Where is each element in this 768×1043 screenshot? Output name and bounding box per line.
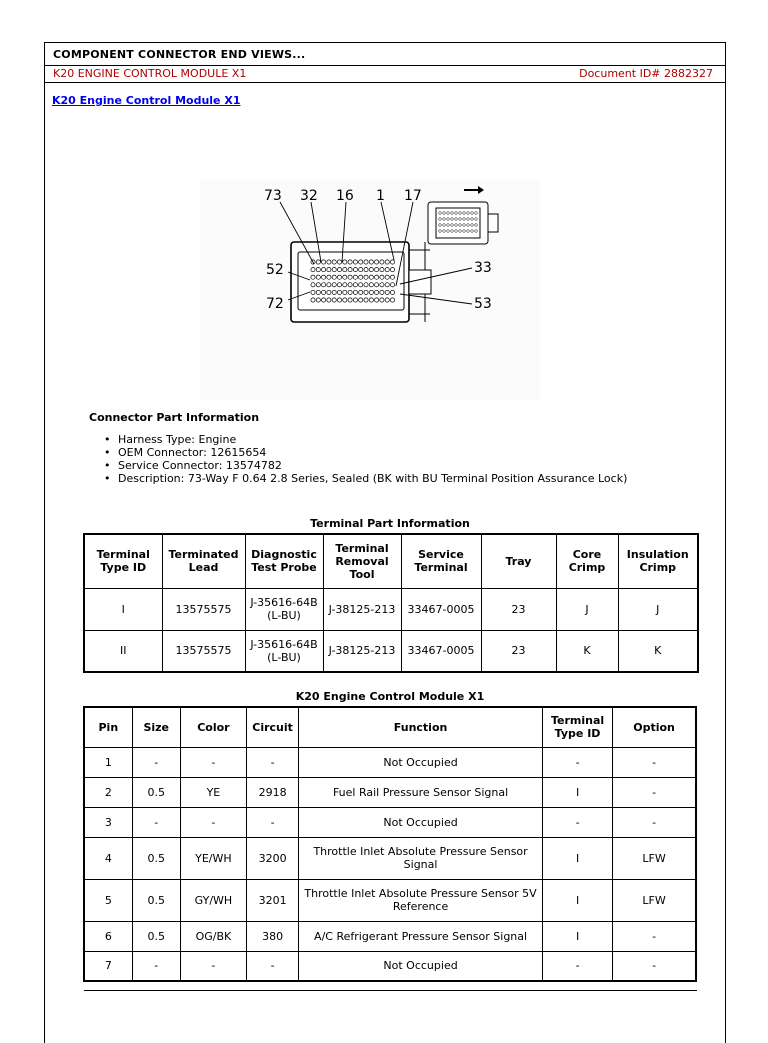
list-item: • OEM Connector: 12615654 (104, 446, 627, 459)
table-cell: - (247, 747, 299, 777)
column-header: Insulation Crimp (618, 534, 698, 588)
callout-label: 53 (474, 296, 492, 312)
connector-pin (322, 290, 326, 294)
table-row (84, 837, 696, 879)
table-cell: - (542, 951, 612, 981)
table-row (84, 951, 696, 981)
table-cell: - (247, 807, 299, 837)
column-header: Service Terminal (401, 534, 481, 588)
connector-pin (353, 283, 357, 287)
table-row (84, 807, 696, 837)
connector-pin (337, 298, 341, 302)
connector-pin (364, 298, 368, 302)
connector-pin (353, 268, 357, 272)
table-cell: - (132, 951, 180, 981)
connector-pin (332, 290, 336, 294)
table-cell: YE/WH (180, 837, 246, 879)
callout-label: 72 (266, 296, 284, 312)
table-cell: 0.5 (132, 837, 180, 879)
connector-pin (353, 275, 357, 279)
connector-pin (369, 298, 373, 302)
callout-label: 17 (404, 188, 422, 204)
connector-pin (369, 268, 373, 272)
list-item: • Description: 73-Way F 0.64 2.8 Series, Sealed (BK with BU Terminal Position Assurance Lock) (104, 472, 627, 485)
connector-pin (343, 298, 347, 302)
connector-pin (359, 290, 363, 294)
connector-pin (385, 290, 389, 294)
table-cell: I (542, 921, 612, 951)
connector-pin (359, 283, 363, 287)
connector-diagram (200, 180, 540, 400)
table-cell: K (556, 630, 618, 672)
table-row (84, 921, 696, 951)
table-cell: 7 (84, 951, 132, 981)
connector-pin (332, 268, 336, 272)
table-cell: 13575575 (162, 630, 245, 672)
table-cell: J (618, 588, 698, 630)
table-row (84, 588, 698, 630)
table-cell: 33467-0005 (401, 630, 481, 672)
callout-label: 1 (376, 188, 385, 204)
connector-pin (390, 268, 394, 272)
table-cell: J-35616-64B (L-BU) (245, 630, 323, 672)
connector-pin (332, 298, 336, 302)
table-cell: Not Occupied (299, 951, 543, 981)
table-cell: Fuel Rail Pressure Sensor Signal (299, 777, 543, 807)
connector-pin (390, 283, 394, 287)
connector-pin (380, 290, 384, 294)
connector-pin (380, 298, 384, 302)
column-header: Color (180, 707, 246, 747)
table-cell: Throttle Inlet Absolute Pressure Sensor 5V Reference (299, 879, 543, 921)
header-subrow (45, 66, 725, 83)
column-header: Tray (481, 534, 556, 588)
table-cell: 4 (84, 837, 132, 879)
column-header: Function (299, 707, 543, 747)
connector-pin (343, 268, 347, 272)
connector-pin (364, 275, 368, 279)
callout-label: 32 (300, 188, 318, 204)
connector-pin (311, 275, 315, 279)
connector-pin (337, 275, 341, 279)
table-cell: Throttle Inlet Absolute Pressure Sensor Signal (299, 837, 543, 879)
column-header: Terminal Removal Tool (323, 534, 401, 588)
list-item: • Harness Type: Engine (104, 433, 627, 446)
table-cell: OG/BK (180, 921, 246, 951)
table-cell: - (613, 747, 696, 777)
callout-label: 16 (336, 188, 354, 204)
connector-pin (364, 260, 368, 264)
connector-thumbnail (428, 202, 498, 244)
callout-label: 33 (474, 260, 492, 276)
table-cell: - (613, 807, 696, 837)
connector-pin (348, 290, 352, 294)
table-cell: J-35616-64B (L-BU) (245, 588, 323, 630)
connector-pin (385, 260, 389, 264)
connector-pin (322, 298, 326, 302)
connector-pin (327, 275, 331, 279)
connector-pin (375, 298, 379, 302)
connector-pin (375, 268, 379, 272)
column-header: Core Crimp (556, 534, 618, 588)
connector-pin (322, 260, 326, 264)
table-cell: A/C Refrigerant Pressure Sensor Signal (299, 921, 543, 951)
column-header: Terminal Type ID (84, 534, 162, 588)
terminal-table-caption: Terminal Part Information (310, 517, 470, 530)
table-cell: GY/WH (180, 879, 246, 921)
connector-pin (385, 283, 389, 287)
connector-pin (385, 268, 389, 272)
connector-pin (311, 283, 315, 287)
connector-pin (343, 260, 347, 264)
column-header: Circuit (247, 707, 299, 747)
table-row (84, 777, 696, 807)
table-cell: 3201 (247, 879, 299, 921)
table-cell: 5 (84, 879, 132, 921)
connector-pin (380, 268, 384, 272)
table-cell: 2 (84, 777, 132, 807)
table-cell: - (180, 951, 246, 981)
table-cell: 6 (84, 921, 132, 951)
connector-pin (332, 283, 336, 287)
table-cell: I (84, 588, 162, 630)
table-cell: 380 (247, 921, 299, 951)
list-item: • Service Connector: 13574782 (104, 459, 627, 472)
table-cell: - (613, 921, 696, 951)
page-title: COMPONENT CONNECTOR END VIEWS... (53, 48, 306, 61)
connector-pin (364, 268, 368, 272)
connector-pin (380, 283, 384, 287)
connector-pin (390, 290, 394, 294)
table-row (84, 630, 698, 672)
connector-pin (343, 290, 347, 294)
connector-pin (369, 283, 373, 287)
table-cell: I (542, 879, 612, 921)
callout-label: 73 (264, 188, 282, 204)
table-row (84, 879, 696, 921)
connector-pin (353, 260, 357, 264)
connector-pin (369, 275, 373, 279)
connector-pin (327, 260, 331, 264)
connector-pin (390, 275, 394, 279)
document-id: Document ID# 2882327 (579, 67, 713, 80)
connector-pin (327, 298, 331, 302)
table-cell: - (613, 777, 696, 807)
table-cell: - (132, 747, 180, 777)
table-cell: 13575575 (162, 588, 245, 630)
table-cell: 3200 (247, 837, 299, 879)
connector-pin (369, 290, 373, 294)
table-cell: 33467-0005 (401, 588, 481, 630)
connector-pin (375, 275, 379, 279)
callout-label: 52 (266, 262, 284, 278)
connector-pin (364, 283, 368, 287)
pin-table (83, 706, 697, 982)
divider (84, 990, 697, 991)
connector-pin (353, 290, 357, 294)
connector-pin (322, 268, 326, 272)
table-cell: 23 (481, 588, 556, 630)
connector-pin (316, 290, 320, 294)
connector-pin (348, 275, 352, 279)
connector-pin (327, 283, 331, 287)
connector-pin (353, 298, 357, 302)
connector-pin (316, 268, 320, 272)
table-cell: I (542, 837, 612, 879)
table-cell: - (613, 951, 696, 981)
column-header: Pin (84, 707, 132, 747)
connector-pin (385, 298, 389, 302)
table-cell: J-38125-213 (323, 630, 401, 672)
connector-pin (369, 260, 373, 264)
column-header: Size (132, 707, 180, 747)
connector-pin (337, 268, 341, 272)
connector-pin (327, 268, 331, 272)
table-cell: - (542, 807, 612, 837)
table-cell: - (180, 747, 246, 777)
connector-pin (348, 298, 352, 302)
connector-pin (316, 298, 320, 302)
connector-pin (359, 260, 363, 264)
table-cell: 0.5 (132, 921, 180, 951)
table-cell: 23 (481, 630, 556, 672)
table-cell: 0.5 (132, 777, 180, 807)
connector-pin (375, 260, 379, 264)
connector-pin (364, 290, 368, 294)
connector-pin (311, 290, 315, 294)
table-cell: - (542, 747, 612, 777)
column-header: Terminal Type ID (542, 707, 612, 747)
column-header: Terminated Lead (162, 534, 245, 588)
table-cell: Not Occupied (299, 807, 543, 837)
table-cell: Not Occupied (299, 747, 543, 777)
connector-pin (337, 283, 341, 287)
connector-pin (316, 275, 320, 279)
connector-pin (343, 275, 347, 279)
connector-pin (327, 290, 331, 294)
column-header: Diagnostic Test Probe (245, 534, 323, 588)
terminal-part-table (83, 533, 699, 673)
table-cell: YE (180, 777, 246, 807)
table-cell: 0.5 (132, 879, 180, 921)
table-cell: II (84, 630, 162, 672)
connector-pin (375, 290, 379, 294)
table-cell: - (247, 951, 299, 981)
connector-pin (385, 275, 389, 279)
pin-table-caption: K20 Engine Control Module X1 (295, 690, 485, 703)
table-cell: K (618, 630, 698, 672)
connector-pin (316, 260, 320, 264)
connector-pin (322, 275, 326, 279)
connector-pin (311, 268, 315, 272)
connector-pin (348, 268, 352, 272)
connector-pin (348, 260, 352, 264)
connector-pin (380, 260, 384, 264)
table-cell: 1 (84, 747, 132, 777)
table-cell: J (556, 588, 618, 630)
connector-pin (348, 283, 352, 287)
connector-pin (390, 260, 394, 264)
connector-pin (343, 283, 347, 287)
connector-pin (359, 268, 363, 272)
module-name: K20 ENGINE CONTROL MODULE X1 (53, 67, 247, 80)
table-cell: I (542, 777, 612, 807)
connector-pin (380, 275, 384, 279)
connector-info-list (104, 433, 627, 485)
connector-pin (337, 290, 341, 294)
connector-pin (359, 298, 363, 302)
connector-info-title: Connector Part Information (89, 411, 260, 424)
connector-pin (316, 283, 320, 287)
connector-pin (390, 298, 394, 302)
connector-pin (359, 275, 363, 279)
table-cell: 2918 (247, 777, 299, 807)
table-cell: LFW (613, 879, 696, 921)
table-cell: - (180, 807, 246, 837)
table-cell: LFW (613, 837, 696, 879)
table-cell: J-38125-213 (323, 588, 401, 630)
connector-pin (332, 275, 336, 279)
module-link[interactable]: K20 Engine Control Module X1 (52, 94, 241, 107)
connector-pin (337, 260, 341, 264)
header-row (45, 43, 725, 66)
table-row (84, 747, 696, 777)
connector-pin (322, 283, 326, 287)
connector-pin (375, 283, 379, 287)
column-header: Option (613, 707, 696, 747)
connector-pin (332, 260, 336, 264)
table-cell: 3 (84, 807, 132, 837)
connector-pin (311, 298, 315, 302)
table-cell: - (132, 807, 180, 837)
